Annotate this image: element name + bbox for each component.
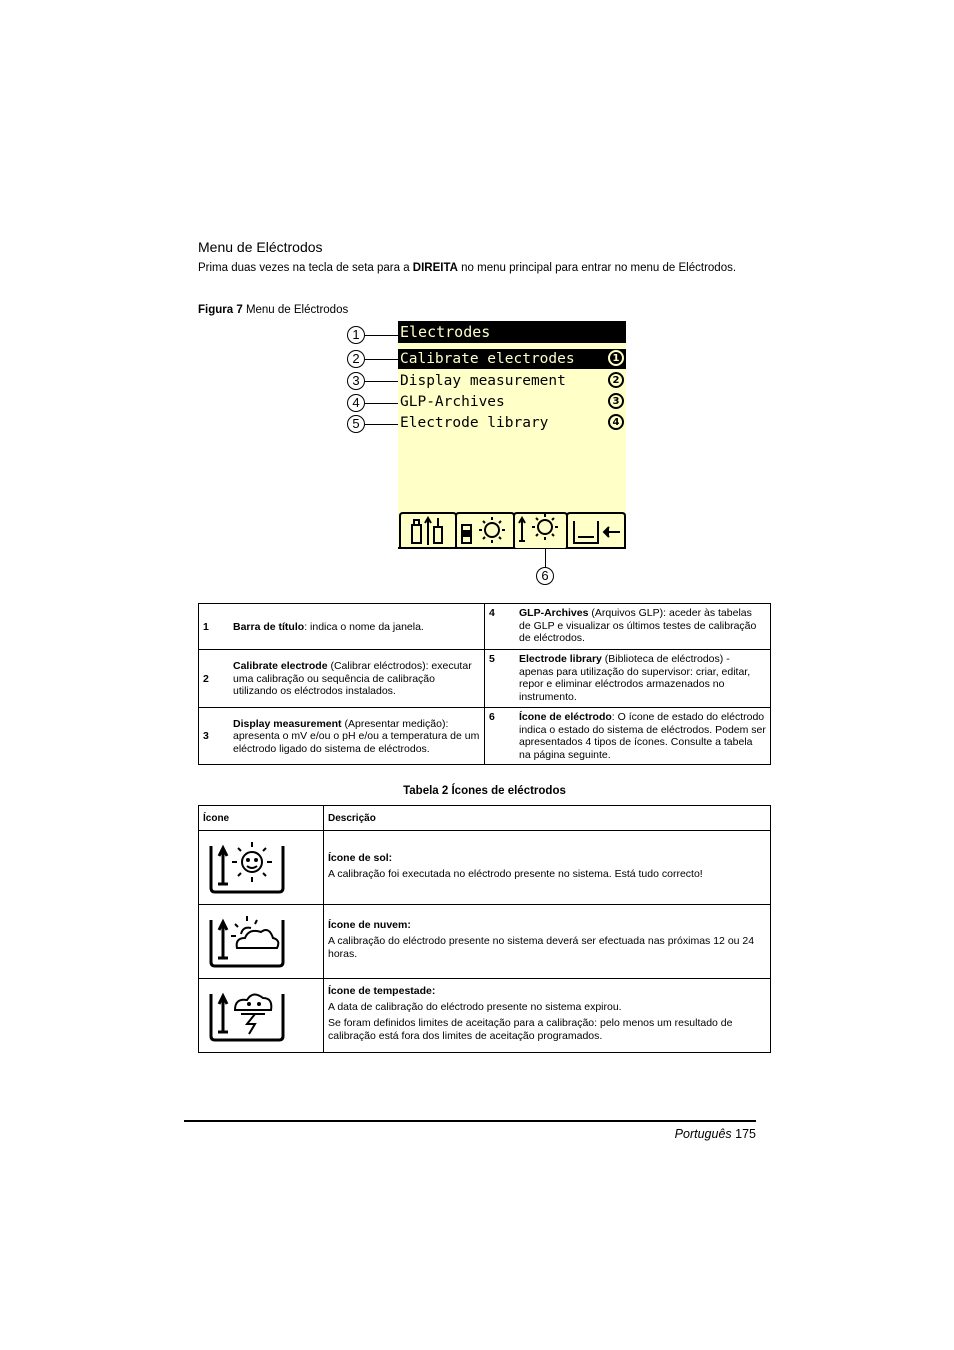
- icon-description: A data de calibração do eléctrodo presente no sistema expirou.: [328, 1001, 622, 1013]
- menu-item-label: GLP-Archives: [400, 394, 505, 410]
- menu-number-badge: 3: [608, 393, 624, 409]
- table-row: [199, 831, 771, 905]
- callout-3: 3: [347, 372, 365, 390]
- tab-electrodes-active[interactable]: [514, 513, 567, 549]
- figure-label: Figura 7: [198, 304, 243, 316]
- legend-table: [198, 603, 771, 765]
- icon-heading: Ícone de sol:: [328, 851, 393, 864]
- menu-item-label: Electrode library: [400, 415, 549, 431]
- legend-number: 4: [489, 607, 495, 619]
- icon-description: A calibração foi executada no eléctrodo presente no sistema. Está tudo correcto!: [328, 867, 703, 880]
- callout-6: 6: [536, 567, 554, 585]
- page-number: 175: [735, 1127, 756, 1141]
- legend-desc: : O ícone de estado do eléctrodo indica o estado do sistema de eléctrodos. Podem ser apresentados 4 tipos de ícones. Consulte a tabela na página seguinte.: [519, 711, 766, 761]
- callout-1: 1: [347, 326, 365, 344]
- menu-number-badge: 1: [608, 350, 624, 366]
- column-header-description: Descrição: [324, 806, 771, 831]
- icon-description: A calibração do eléctrodo presente no sistema deverá ser efectuada nas próximas 12 ou 24 horas.: [328, 935, 755, 960]
- callout-1-leader: [365, 335, 398, 336]
- column-header-icon: Ícone: [199, 806, 324, 831]
- sun-electrode-icon: [207, 838, 287, 894]
- legend-desc: : indica o nome da janela.: [304, 620, 424, 633]
- icons-table: [198, 805, 771, 1053]
- callout-5-leader: [365, 424, 398, 425]
- menu-number-badge: 2: [608, 372, 624, 388]
- legend-term: Electrode library: [519, 653, 602, 665]
- cloud-electrode-icon: [207, 912, 287, 968]
- icon-heading: Ícone de nuvem:: [328, 919, 411, 931]
- intro-text-before: Prima duas vezes na tecla de seta para a: [198, 262, 413, 274]
- legend-term: Ícone de eléctrodo: [519, 711, 612, 723]
- table-row: [199, 905, 771, 979]
- footer-language: Português: [674, 1127, 732, 1141]
- legend-desc: (Biblioteca de eléctrodos) - apenas para utilização do supervisor: criar, editar, repor e eliminar eléctrodos armazenados no instrumento.: [519, 653, 751, 703]
- footer-rule: [184, 1120, 756, 1122]
- tab-settings[interactable]: [400, 513, 456, 547]
- legend-term: Display measurement: [233, 717, 342, 730]
- callout-2-leader: [365, 359, 398, 360]
- legend-number: 5: [489, 653, 495, 665]
- legend-term: Barra de título: [233, 620, 305, 633]
- table-row: [199, 650, 771, 708]
- legend-number: 2: [203, 672, 209, 685]
- menu-item-label: Display measurement: [400, 373, 566, 389]
- callout-3-leader: [365, 381, 398, 382]
- table-header-row: [199, 806, 771, 831]
- table-row: [199, 604, 771, 650]
- legend-desc: (Arquivos GLP): aceder às tabelas de GLP e visualizar os últimos testes de calibração de eléctrodos.: [519, 607, 757, 644]
- screen-title-bar: Electrodes: [398, 321, 626, 343]
- callout-2: 2: [347, 350, 365, 368]
- legend-desc: (Apresentar medição): apresenta o mV e/ou o pH e/ou a temperatura de um eléctrodo ligado do sistema de eléctrodos.: [233, 717, 480, 755]
- legend-number: 6: [489, 711, 495, 723]
- icon-description: Se foram definidos limites de aceitação para a calibração: pelo menos um resultado de calibração está fora dos limites de aceitação programados.: [328, 1017, 733, 1042]
- legend-number: 1: [203, 620, 209, 633]
- icon-heading: Ícone de tempestade:: [328, 985, 436, 997]
- intro-text-after: no menu principal para entrar no menu de Eléctrodos.: [457, 262, 737, 274]
- figure-caption: [198, 304, 348, 316]
- callout-6-leader: [545, 549, 546, 567]
- section-title: Menu de Eléctrodos: [198, 239, 323, 255]
- menu-item-label: Calibrate electrodes: [400, 351, 575, 367]
- callout-5: 5: [347, 415, 365, 433]
- tab-beaker[interactable]: [567, 513, 625, 547]
- electrodes-menu-screen: [398, 321, 626, 549]
- direita-key-label: DIREITA: [412, 262, 458, 274]
- callout-4-leader: [365, 403, 398, 404]
- intro-paragraph: [198, 261, 758, 276]
- figure-caption-text: Menu de Eléctrodos: [245, 304, 349, 316]
- menu-item-electrode-library[interactable]: [398, 413, 626, 433]
- table-row: [199, 979, 771, 1053]
- tab-measurement[interactable]: [456, 513, 514, 547]
- legend-term: Calibrate electrode: [233, 660, 328, 673]
- electrode-sun-icon: [462, 517, 505, 543]
- beaker-arrow-icon: [574, 521, 620, 543]
- table-row: [199, 708, 771, 765]
- menu-number-badge: 4: [608, 414, 624, 430]
- page-footer: [675, 1127, 756, 1141]
- legend-term: GLP-Archives: [519, 607, 589, 619]
- screen-tab-bar: [398, 511, 626, 549]
- table-caption: Tabela 2 Ícones de eléctrodos: [403, 785, 566, 797]
- electrodes-icon: [412, 518, 442, 545]
- legend-number: 3: [203, 730, 209, 743]
- menu-item-calibrate-electrodes[interactable]: [398, 349, 626, 369]
- menu-item-glp-archives[interactable]: [398, 392, 626, 412]
- storm-electrode-icon: [207, 986, 287, 1042]
- menu-item-display-measurement[interactable]: [398, 371, 626, 391]
- callout-4: 4: [347, 394, 365, 412]
- legend-desc: (Calibrar eléctrodos): executar uma calibração ou sequência de calibração utilizando os eléctrodos instalados.: [233, 660, 472, 698]
